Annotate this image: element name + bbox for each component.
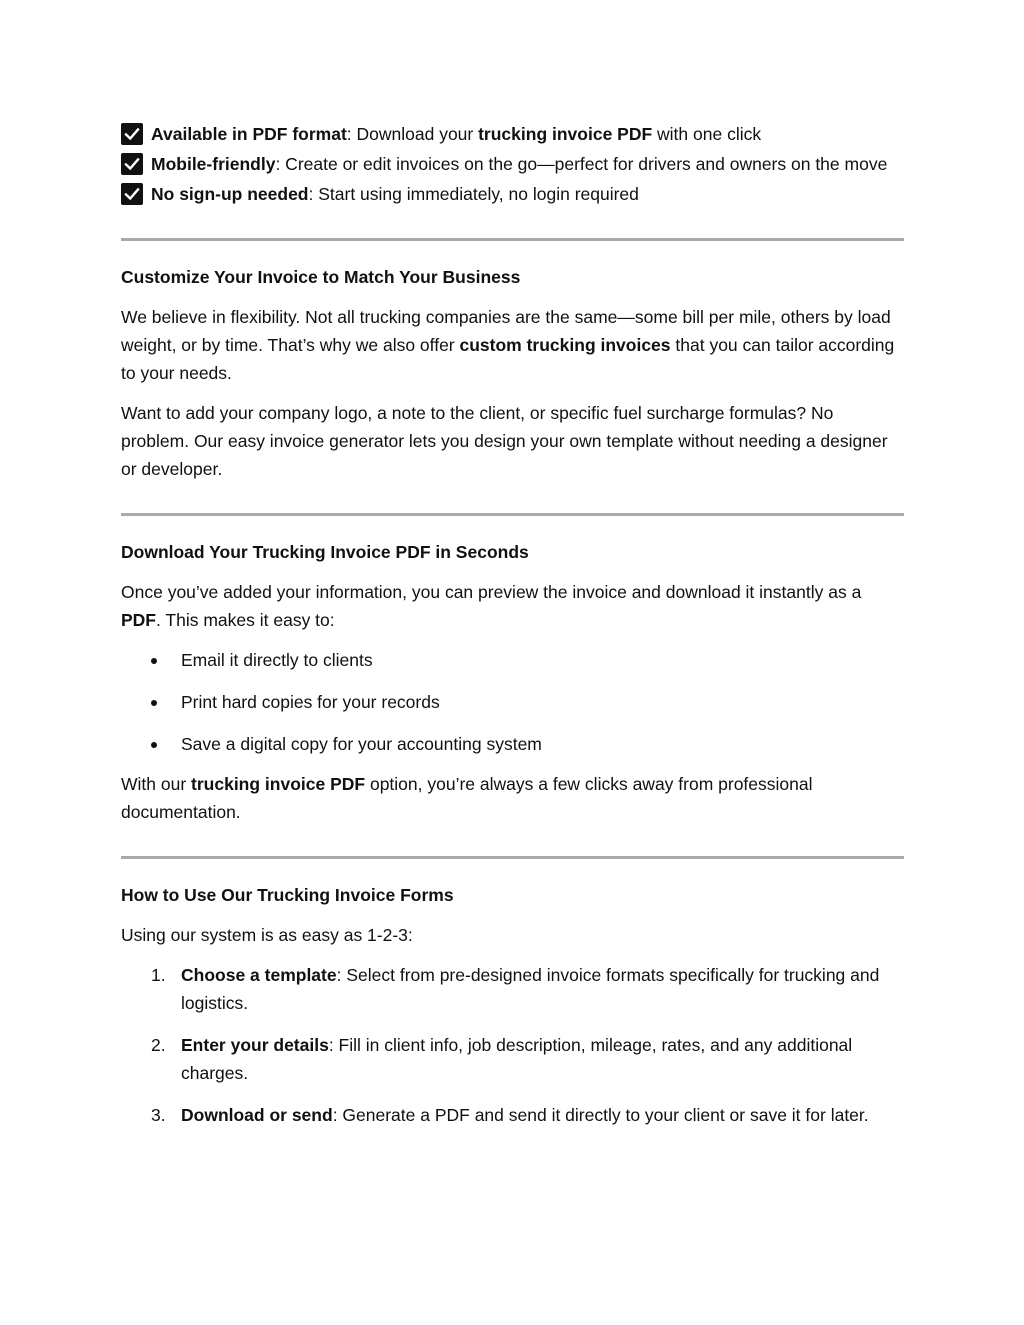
- checkmark-icon: [121, 183, 143, 205]
- section-heading: How to Use Our Trucking Invoice Forms: [121, 885, 454, 905]
- feature-item: Available in PDF format: Download your trucking invoice PDF with one click: [121, 120, 904, 148]
- paragraph: We believe in flexibility. Not all trucking companies are the same—some bill per mile, others by load weight, or by time. That’s why we also offer custom trucking invoices that you can tailor according to your needs.: [121, 307, 895, 383]
- bullet-icon: [151, 700, 157, 706]
- feature-list: [121, 120, 904, 208]
- paragraph: Want to add your company logo, a note to the client, or specific fuel surcharge formulas? No problem. Our easy invoice generator lets you design your own template without needing a designer or developer.: [121, 403, 888, 479]
- section-divider: [121, 238, 904, 241]
- bullet-icon: [151, 742, 157, 748]
- list-item: Print hard copies for your records: [121, 688, 904, 716]
- customize-section: [121, 263, 904, 483]
- list-item: 3. Download or send: Generate a PDF and send it directly to your client or save it for later.: [121, 1101, 904, 1129]
- section-heading: Download Your Trucking Invoice PDF in Seconds: [121, 542, 529, 562]
- feature-title: Mobile-friendly: [151, 154, 276, 174]
- section-heading: Customize Your Invoice to Match Your Business: [121, 267, 521, 287]
- checkmark-icon: [121, 123, 143, 145]
- checkmark-icon: [121, 153, 143, 175]
- bullet-icon: [151, 658, 157, 664]
- section-divider: [121, 513, 904, 516]
- feature-title: No sign-up needed: [151, 184, 309, 204]
- list-item: Email it directly to clients: [121, 646, 904, 674]
- list-item: 1. Choose a template: Select from pre-designed invoice formats specifically for trucking and logistics.: [121, 961, 904, 1017]
- download-section: [121, 538, 904, 826]
- paragraph: Using our system is as easy as 1-2-3:: [121, 925, 413, 945]
- list-number: 3.: [151, 1105, 166, 1125]
- list-number: 2.: [151, 1035, 166, 1055]
- paragraph: With our trucking invoice PDF option, you’re always a few clicks away from professional documentation.: [121, 774, 813, 822]
- list-item: Save a digital copy for your accounting system: [121, 730, 904, 758]
- paragraph: Once you’ve added your information, you can preview the invoice and download it instantly as a PDF. This makes it easy to:: [121, 582, 862, 630]
- bullet-list: [121, 646, 904, 758]
- feature-title: Available in PDF format: [151, 124, 347, 144]
- feature-item: No sign-up needed: Start using immediately, no login required: [121, 180, 904, 208]
- numbered-list: [121, 961, 904, 1129]
- feature-item: Mobile-friendly: Create or edit invoices on the go—perfect for drivers and owners on the move: [121, 150, 904, 178]
- howto-section: [121, 881, 904, 1129]
- section-divider: [121, 856, 904, 859]
- list-number: 1.: [151, 965, 166, 985]
- list-item: 2. Enter your details: Fill in client info, job description, mileage, rates, and any additional charges.: [121, 1031, 904, 1087]
- document-page: [121, 120, 904, 1143]
